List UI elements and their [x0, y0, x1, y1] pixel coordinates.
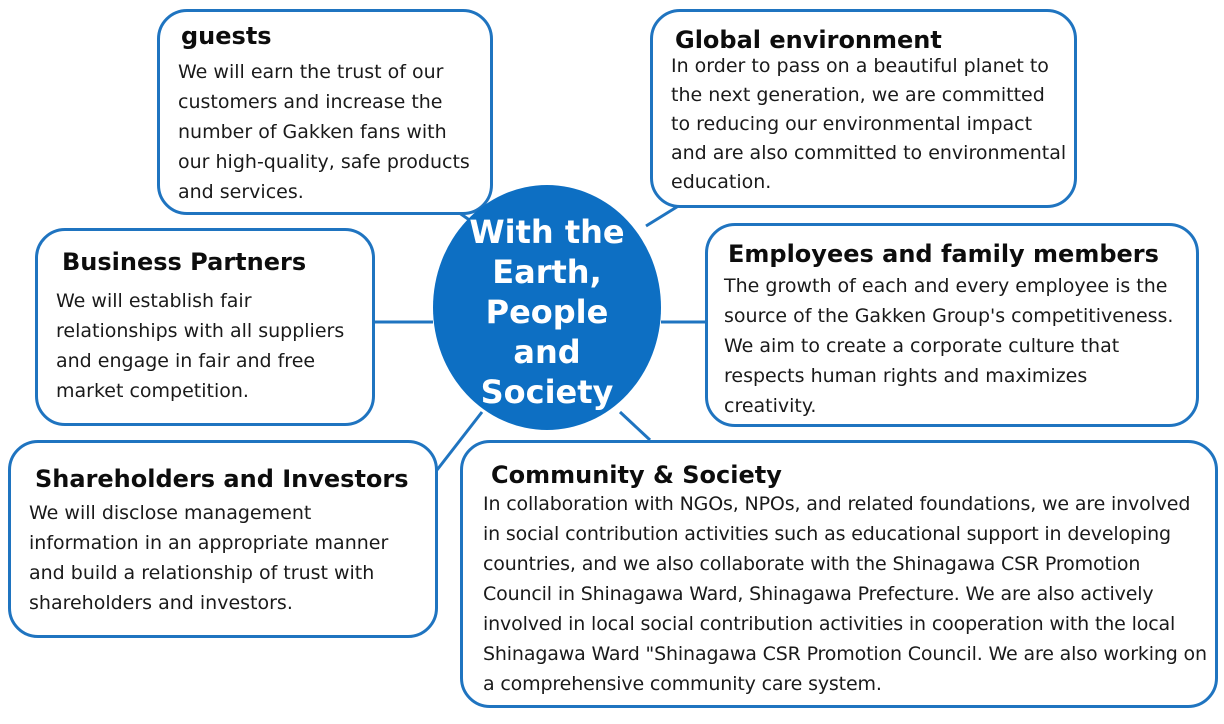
stakeholder-title: guests — [181, 22, 272, 50]
stakeholder-title: Business Partners — [62, 248, 307, 276]
stakeholder-description: In collaboration with NGOs, NPOs, and related foundations, we are involved in social contribution activities such as educational support in developing countries, and we also collaborate with the Shinagawa CSR Promotion Council in Shinagawa Ward, Shinagawa Prefecture. We are also actively involved in local social contribution activities in cooperation with the local Shinagawa Ward "Shinagawa CSR Promotion Council. We are also working on a comprehensive community care system. — [483, 493, 1207, 695]
stakeholder-description: We will disclose management information in an appropriate manner and build a relationship of trust with shareholders and investors. — [29, 502, 389, 614]
stakeholder-box-community — [460, 440, 1218, 708]
connector-global-environment — [646, 205, 680, 226]
stakeholder-box-employees — [705, 223, 1199, 427]
stakeholder-description: The growth of each and every employee is the source of the Gakken Group's competitiveness. We aim to create a corporate culture that respects human rights and maximizes creativity. — [724, 275, 1174, 417]
center-label: With the Earth, People and Society — [469, 212, 625, 411]
stakeholder-description: In order to pass on a beautiful planet to the next generation, we are committed to reducing our environmental impact and are also committed to environmental education. — [671, 55, 1067, 193]
stakeholder-description: We will earn the trust of our customers and increase the number of Gakken fans with our high-quality, safe products and services. — [178, 61, 470, 203]
stakeholder-title: Employees and family members — [728, 240, 1159, 268]
connector-community — [620, 412, 650, 440]
stakeholder-box-guests — [157, 9, 493, 215]
stakeholder-box-business-partners — [35, 228, 375, 426]
center-circle — [433, 185, 661, 430]
stakeholder-description: We will establish fair relationships with all suppliers and engage in fair and free market competition. — [56, 290, 345, 402]
stakeholder-title: Community & Society — [491, 461, 782, 489]
stakeholder-box-shareholders — [8, 440, 438, 638]
stakeholder-title: Shareholders and Investors — [35, 465, 409, 493]
stakeholder-title: Global environment — [675, 26, 942, 54]
stakeholder-box-global-environment — [650, 9, 1077, 208]
